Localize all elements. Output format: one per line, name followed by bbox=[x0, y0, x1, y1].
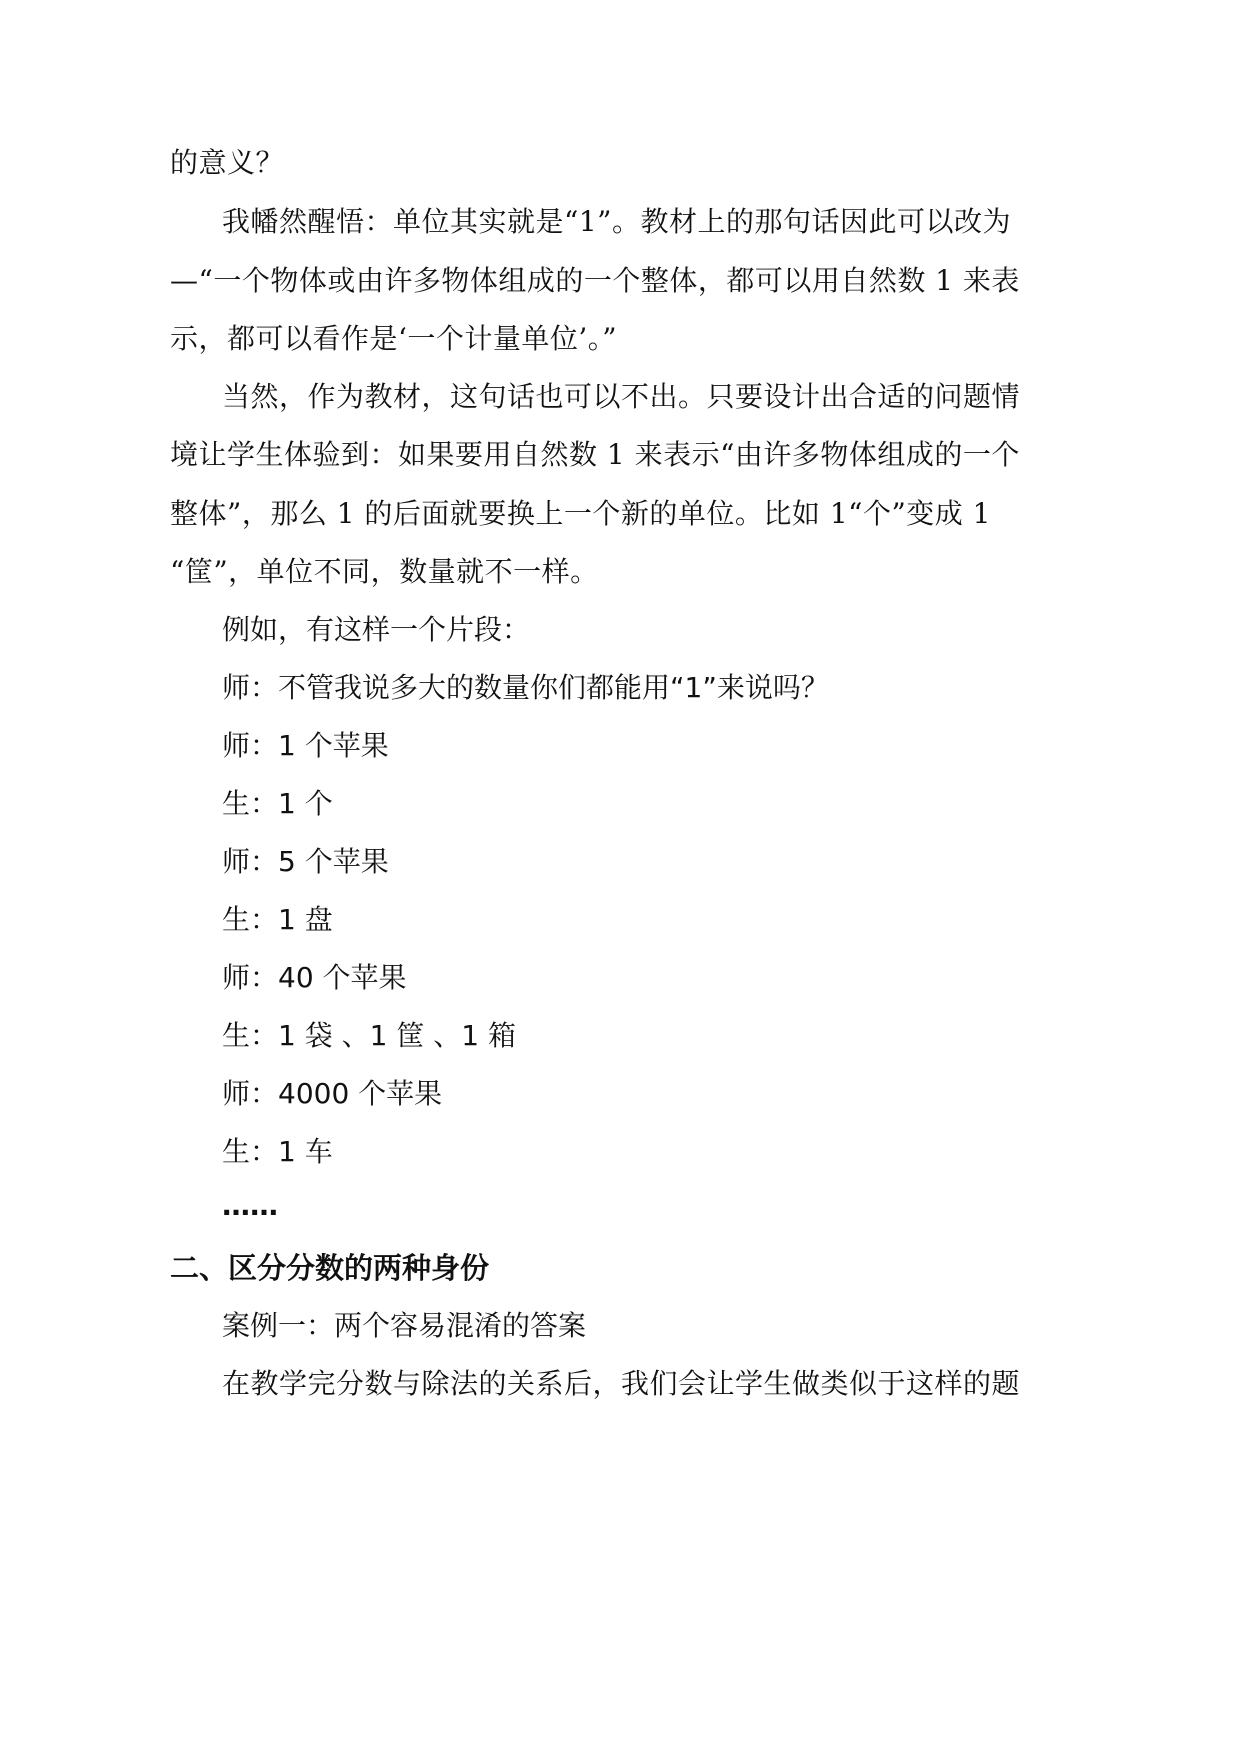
section-heading: 二、区分分数的两种身份 bbox=[170, 1251, 490, 1285]
dialogue-line: 师：不管我说多大的数量你们都能用“1”来说吗？ bbox=[222, 671, 829, 704]
dialogue-line: 生：1 盘 bbox=[222, 903, 333, 936]
dialogue-intro: 例如，有这样一个片段： bbox=[222, 613, 531, 646]
dialogue-line: 生：1 车 bbox=[222, 1135, 333, 1168]
dialogue-line: 师：40 个苹果 bbox=[222, 961, 407, 994]
paragraph-line: 的意义？ bbox=[170, 146, 285, 179]
dialogue-line: 师：1 个苹果 bbox=[222, 729, 389, 762]
paragraph-line: 当然，作为教材，这句话也可以不出。只要设计出合适的问题情 bbox=[222, 380, 1021, 413]
dialogue-line: 师：4000 个苹果 bbox=[222, 1077, 443, 1110]
ellipsis-line: …… bbox=[222, 1189, 278, 1222]
paragraph-line: 在教学完分数与除法的关系后，我们会让学生做类似于这样的题 bbox=[222, 1367, 1021, 1400]
paragraph-line: 境让学生体验到：如果要用自然数 1 来表示“由许多物体组成的一个 bbox=[170, 438, 1020, 471]
paragraph-line: —“一个物体或由许多物体组成的一个整体，都可以用自然数 1 来表 bbox=[170, 264, 1020, 297]
paragraph-line: 我幡然醒悟：单位其实就是“1”。教材上的那句话因此可以改为 bbox=[222, 205, 1011, 238]
paragraph-line: 整体”，那么 1 的后面就要换上一个新的单位。比如 1“个”变成 1 bbox=[170, 497, 991, 530]
dialogue-line: 生：1 个 bbox=[222, 787, 333, 820]
case-title: 案例一：两个容易混淆的答案 bbox=[222, 1309, 587, 1342]
dialogue-line: 师：5 个苹果 bbox=[222, 845, 389, 878]
paragraph-line: “筐”，单位不同，数量就不一样。 bbox=[170, 555, 599, 588]
paragraph-line: 示，都可以看作是‘一个计量单位’。” bbox=[170, 322, 618, 355]
dialogue-line: 生：1 袋 、1 筐 、1 箱 bbox=[222, 1019, 516, 1052]
